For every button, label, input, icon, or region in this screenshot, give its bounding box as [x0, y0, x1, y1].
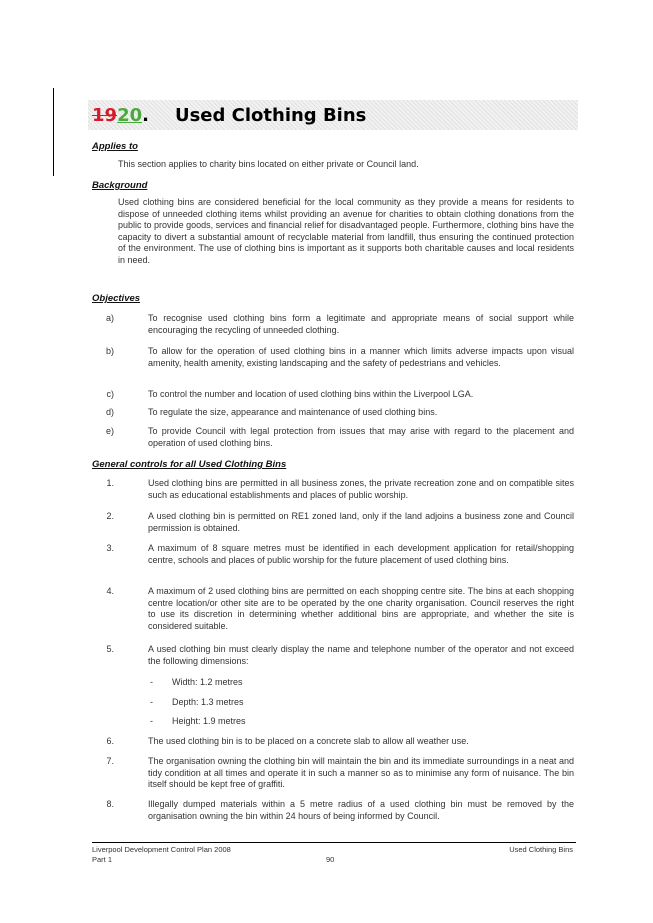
control-text: A used clothing bin is permitted on RE1 zoned land, only if the land adjoins a business zone and Council permission is obtained. [148, 511, 574, 533]
control-text: A used clothing bin must clearly display the name and telephone number of the operator and not exceed the following dimensions: [148, 644, 574, 666]
objective-label: e) [105, 426, 114, 436]
control-text: Used clothing bins are permitted in all business zones, the private recreation zone and on compatible sites such as educational establishments and places of public worship. [148, 478, 574, 500]
control-label: 6. [106, 736, 114, 746]
control-text: The organisation owning the clothing bin will maintain the bin and its immediate surroundings in a neat and tidy condition at all times and operate it in such a manner so as to minimise any form of nuisance. The bin itself should be kept free of graffiti. [148, 756, 574, 789]
objective-text: To regulate the size, appearance and maintenance of used clothing bins. [148, 407, 438, 417]
control-label: 3. [106, 543, 114, 553]
change-bar [53, 88, 54, 176]
heading-title: Used Clothing Bins [174, 105, 367, 126]
objective-item [105, 407, 574, 419]
control-text: Illegally dumped materials within a 5 metre radius of a used clothing bin must be removed by the organisation owning the bin within 24 hours of being informed by Council. [148, 799, 574, 821]
heading-number-inserted: 20 [117, 105, 143, 126]
control-label: 5. [106, 644, 114, 654]
heading-dot: . [142, 105, 149, 126]
dimension-dash: - [150, 697, 153, 707]
control-item [106, 543, 574, 566]
objective-text: To control the number and location of used clothing bins within the Liverpool LGA. [148, 389, 474, 399]
control-label: 1. [106, 478, 114, 488]
objective-label: b) [105, 346, 114, 356]
general-controls-title: General controls for all Used Clothing Bins [92, 459, 287, 470]
control-item [106, 756, 574, 791]
objective-item [105, 346, 574, 369]
control-item [106, 799, 574, 822]
objective-text: To allow for the operation of used clothing bins in a manner which limits adverse impacts upon visual amenity, health amenity, existing landscaping and the safety of pedestrians and vehicles. [148, 346, 574, 368]
control-item [106, 586, 574, 632]
footer-document-title: Liverpool Development Control Plan 2008 [92, 845, 231, 854]
dimension-dash: - [150, 716, 153, 726]
control-text: A maximum of 2 used clothing bins are permitted on each shopping centre site. The bins at each shopping centre location/or other site are to be operated by the one charity organisation. Council reserves the right to use its discretion in determining whether additional bins are appropriate, and whether the site is considered suitable. [148, 586, 574, 631]
objective-item [106, 389, 574, 401]
applies-to-text: This section applies to charity bins located on either private or Council land. [118, 159, 419, 169]
applies-to-title: Applies to [92, 141, 138, 152]
objectives-title: Objectives [92, 293, 141, 304]
objective-item [105, 426, 574, 449]
control-item [106, 644, 574, 667]
dimension-text: Depth: 1.3 metres [172, 697, 244, 707]
objective-text: To provide Council with legal protection from issues that may arise with regard to the placement and operation of used clothing bins. [148, 426, 574, 448]
heading-number-deleted: 19 [92, 105, 118, 126]
background-title: Background [92, 180, 148, 191]
dimension-text: Height: 1.9 metres [172, 716, 246, 726]
control-label: 7. [106, 756, 114, 766]
objective-item [105, 313, 574, 336]
objective-label: d) [105, 407, 114, 417]
control-label: 8. [106, 799, 114, 809]
footer-section-title: Used Clothing Bins [509, 845, 573, 854]
control-item [106, 478, 574, 501]
control-text: A maximum of 8 square metres must be identified in each development application for retail/shopping centre, schools and places of public worship for the future placement of used clothing bins. [148, 543, 574, 565]
control-item [106, 736, 574, 748]
control-item [106, 511, 574, 534]
objective-label: a) [105, 313, 114, 323]
control-label: 4. [106, 586, 114, 596]
page-heading [92, 104, 366, 128]
background-text: Used clothing bins are considered beneficial for the local community as they provide a means for residents to dispose of unneeded clothing items whilst providing an avenue for charities to obtain clothing donations from the public to provide goods, services and financial relief for disadvantaged people. Furthermore, clothing bins have the capacity to divert a substantial amount of recyclable material from landfill, thus ensuring the continued protection of the environment. The use of clothing bins is important as it supports both charitable causes and local residents in need. [118, 197, 574, 265]
dimension-text: Width: 1.2 metres [172, 677, 243, 687]
footer-divider [92, 842, 576, 843]
control-text: The used clothing bin is to be placed on a concrete slab to allow all weather use. [148, 736, 469, 746]
control-label: 2. [106, 511, 114, 521]
page-number: 90 [326, 855, 335, 864]
footer-part: Part 1 [92, 855, 113, 864]
objective-text: To recognise used clothing bins form a legitimate and appropriate means of social support while encouraging the recycling of unneeded clothing. [148, 313, 574, 335]
dimension-dash: - [150, 677, 153, 687]
objective-label: c) [106, 389, 114, 399]
